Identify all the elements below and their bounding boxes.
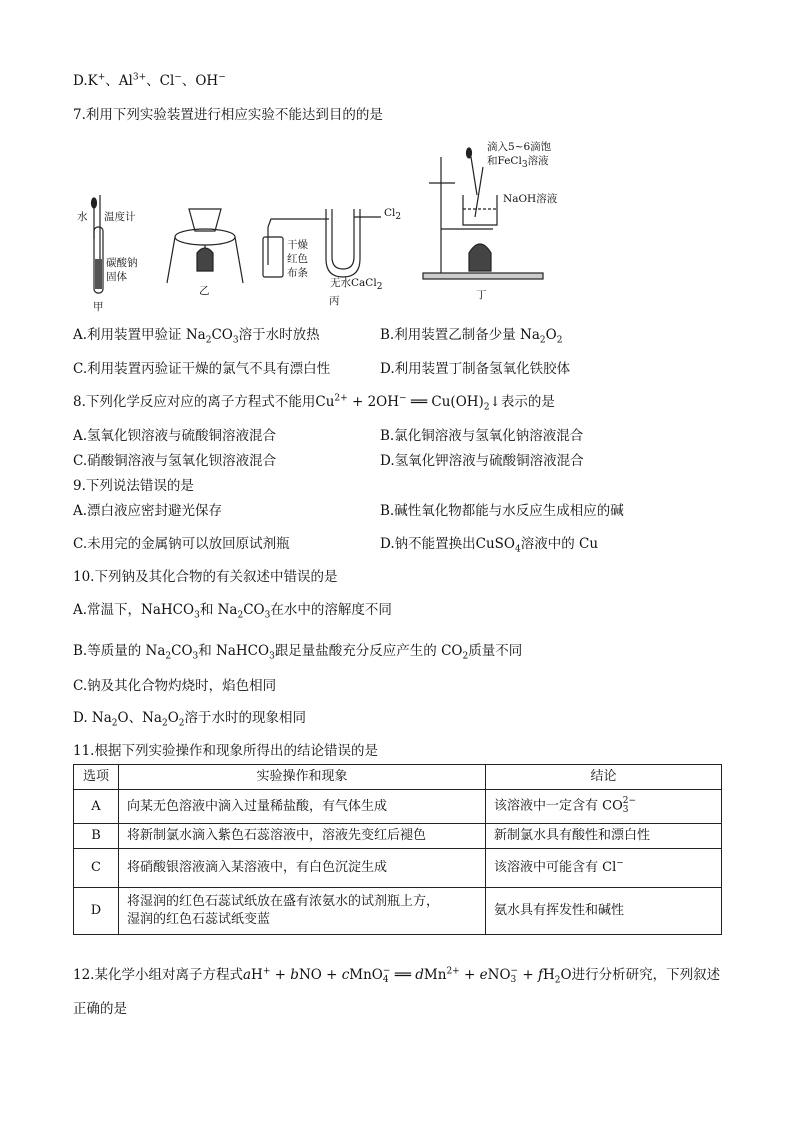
- label-naoh: NaOH溶液: [503, 193, 558, 205]
- q10-option-d: D. $Na_2O$、$Na_2O_2$溶于水时的现象相同: [73, 710, 307, 729]
- cell-option: D: [74, 888, 119, 935]
- q7-stem: 7.利用下列实验装置进行相应实验不能达到目的的是: [73, 107, 383, 123]
- yi-crucible: [189, 209, 221, 231]
- q7-option-b: B.利用装置乙制备少量 $Na_2O_2$: [380, 327, 563, 346]
- bing-u-tube: [326, 209, 360, 277]
- yi-burner: [197, 248, 213, 271]
- label-cloth: 布条: [287, 267, 308, 279]
- label-sodium-carbonate: 碳酸钠: [106, 257, 138, 269]
- cell-operation: 将湿润的红色石蕊试纸放在盛有浓氨水的试剂瓶上方， 湿润的红色石蕊试纸变蓝: [119, 888, 486, 935]
- label-drop-1: 滴入5~6滴饱: [487, 141, 552, 153]
- q7-option-a: A.利用装置甲验证 $Na_2CO_3$溶于水时放热: [73, 327, 320, 346]
- bing-tube: [268, 219, 321, 227]
- q7-option-c: C.利用装置丙验证干燥的氯气不具有漂白性: [73, 361, 331, 377]
- q9-stem: 9.下列说法错误的是: [73, 478, 194, 494]
- label-drop-2: 和FeCl$_3$溶液: [487, 155, 549, 171]
- cell-conclusion: 氨水具有挥发性和碱性: [486, 888, 722, 935]
- label-thermometer: 温度计: [104, 211, 136, 223]
- cell-operation: 向某无色溶液中滴入过量稀盐酸，有气体生成: [119, 790, 486, 824]
- q11-stem: 11.根据下列实验操作和现象所得出的结论错误的是: [73, 743, 378, 759]
- q9-option-c: C.未用完的金属钠可以放回原试剂瓶: [73, 536, 290, 552]
- table-row: [74, 849, 722, 888]
- cell-conclusion: 新制氯水具有酸性和漂白性: [486, 824, 722, 849]
- cell-conclusion: 该溶液中可能含有 Cl−: [486, 849, 722, 888]
- cell-conclusion: 该溶液中一定含有 CO 2− 3: [486, 790, 722, 824]
- cell-operation: 将硝酸银溶液滴入某溶液中，有白色沉淀生成: [119, 849, 486, 888]
- q11-table: [73, 764, 722, 935]
- table-header-row: [74, 765, 722, 790]
- q12-stem: 12.某化学小组对离子方程式aH+ + bNO + cMnO − 4 ══ dMn$^{2+}$ + eNO − 3 + $fH_2O$进行分析研究，下列叙述: [73, 965, 721, 986]
- bing-bottle: [263, 237, 283, 277]
- q9-option-b: B.碱性氧化物都能与水反应生成相应的碱: [380, 503, 624, 519]
- label-water: 水: [77, 211, 88, 223]
- ding-dropper: [471, 157, 477, 195]
- q6-option-d: D.K+、$Al^{3+}$、Cl−、OH−: [73, 72, 226, 89]
- apparatus-drawing: [73, 147, 633, 317]
- cell-option: C: [74, 849, 119, 888]
- table-row: [74, 824, 722, 849]
- label-cl2: $Cl_2$: [384, 207, 402, 223]
- q8-option-a: A.氢氧化钡溶液与硫酸铜溶液混合: [73, 428, 277, 444]
- q9-option-d: D.钠不能置换出CuSO$_4$溶液中的 Cu: [380, 536, 599, 555]
- label-red: 红色: [287, 253, 308, 265]
- q7-apparatus-figure: [73, 141, 633, 317]
- ding-burner: [469, 244, 491, 271]
- q10-option-b: B.等质量的 $Na_2CO_3$和 NaHCO$_3$跟足量盐酸充分反应产生的 $CO_2$质量不同: [73, 643, 523, 662]
- col-header-operation: 实验操作和现象: [119, 765, 486, 790]
- q7-option-d: D.利用装置丁制备氢氧化铁胶体: [380, 361, 571, 377]
- label-ding: 丁: [476, 289, 487, 301]
- q8-stem: 8.下列化学反应对应的离子方程式不能用$Cu^{2+} + 2OH^-$ ══ $Cu(OH)_2↓$表示的是: [73, 393, 555, 413]
- q10-option-c: C.钠及其化合物灼烧时，焰色相同: [73, 678, 277, 694]
- label-cacl2: 无水CaCl$_2$: [330, 277, 383, 293]
- q9-option-a: A.漂白液应密封避光保存: [73, 503, 223, 519]
- q8-option-c: C.硝酸铜溶液与氢氧化钡溶液混合: [73, 453, 277, 469]
- label-yi: 乙: [199, 285, 210, 297]
- cell-option: A: [74, 790, 119, 824]
- label-jia: 甲: [93, 301, 104, 313]
- label-bing: 丙: [329, 295, 340, 307]
- table-row: [74, 888, 722, 935]
- label-solid: 固体: [106, 271, 127, 283]
- cell-option: B: [74, 824, 119, 849]
- col-header-conclusion: 结论: [486, 765, 722, 790]
- q8-option-b: B.氯化铜溶液与氢氧化钠溶液混合: [380, 428, 584, 444]
- q8-option-d: D.氢氧化钾溶液与硫酸铜溶液混合: [380, 453, 584, 469]
- table-row: [74, 790, 722, 824]
- q10-option-a: A.常温下，NaHCO$_3$和 $Na_2CO_3$在水中的溶解度不同: [73, 602, 392, 621]
- q12-stem-line2: 正确的是: [73, 1001, 127, 1017]
- label-dry: 干燥: [287, 239, 308, 251]
- ding-beaker: [463, 195, 497, 225]
- q10-stem: 10.下列钠及其化合物的有关叙述中错误的是: [73, 569, 338, 585]
- cell-operation: 将新制氯水滴入紫色石蕊溶液中，溶液先变红后褪色: [119, 824, 486, 849]
- col-header-option: 选项: [74, 765, 119, 790]
